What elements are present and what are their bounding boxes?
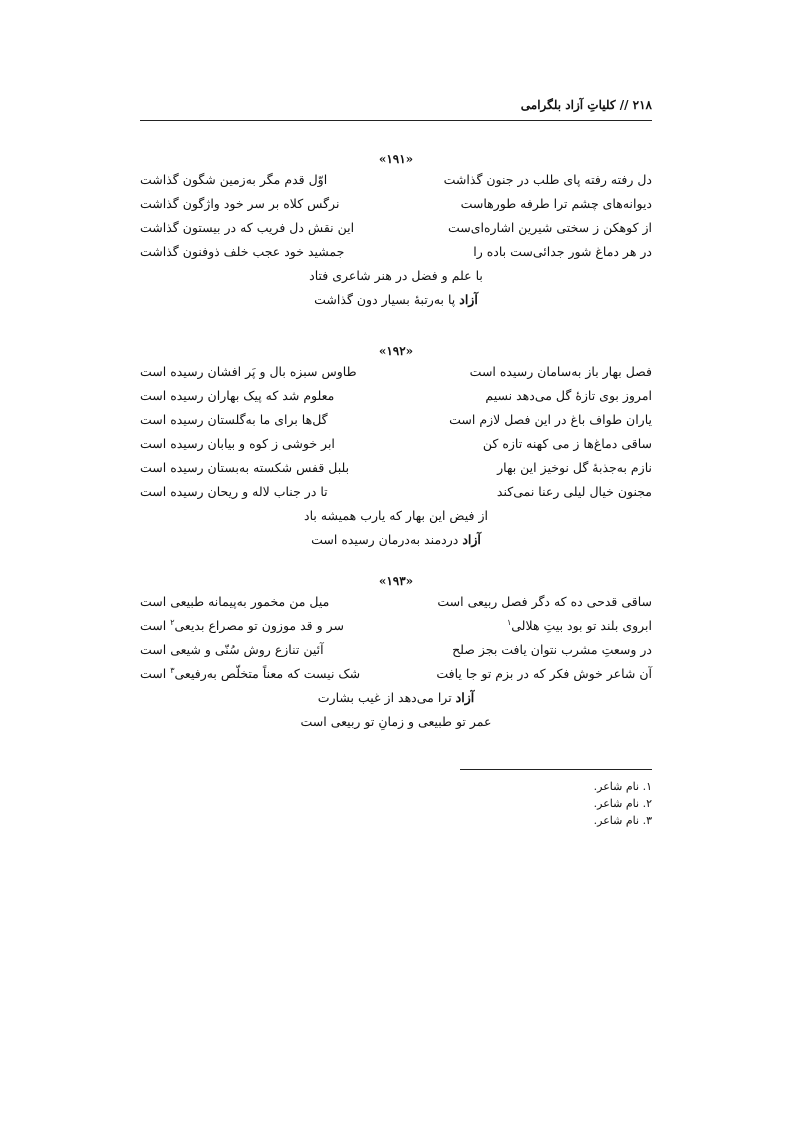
- first-hemistich: فصل بهار باز به‌سامان رسیده است: [469, 364, 652, 379]
- second-hemistich: نرگس کلاه بر سر خود واژگون گذاشت: [140, 196, 340, 211]
- final-couplet-second: عمر تو طبیعی و زمانِ تو ربیعی است: [300, 714, 492, 729]
- first-hemistich: مجنون خیال لیلی رعنا نمی‌کند: [496, 484, 652, 499]
- couplet: [140, 216, 652, 240]
- second-hemistich: بلبل قفس شکسته به‌بستان رسیده است: [140, 460, 350, 475]
- hemistich-text: ابروی بلند تو بود بیتِ هلالی: [511, 618, 652, 633]
- ghazal-title: «۱۹۳»: [378, 574, 414, 588]
- second-hemistich: گل‌ها برای ما به‌گلستان رسیده است: [140, 412, 328, 427]
- poet-name: آزاد: [459, 292, 478, 307]
- first-hemistich: ساقی دماغ‌ها ز می کهنه تازه کن: [482, 436, 652, 451]
- hemistich-text: سر و قد موزون تو مصراع بدیعی: [174, 618, 344, 633]
- second-hemistich: تا در جناب لاله و ریحان رسیده است: [140, 484, 328, 499]
- hemistich-tail: است: [140, 666, 171, 681]
- couplet: [140, 638, 652, 662]
- running-header: ۲۱۸ // کلیاتِ آزاد بلگرامی: [520, 98, 652, 112]
- first-hemistich: در وسعتِ مشرب نتوان یافت بجز صلح: [452, 642, 652, 657]
- couplet: [140, 240, 652, 264]
- final-couplet-first: از فیض این بهار که یارب همیشه باد: [304, 508, 488, 523]
- footnotes: [460, 778, 652, 829]
- first-hemistich: در هر دماغ شور جدائی‌ست باده را: [473, 244, 652, 259]
- couplet: [140, 480, 652, 504]
- final-couplet-second: [140, 288, 652, 312]
- final-text: ترا می‌دهد از غیب بشارت: [317, 690, 452, 705]
- footnote-rule: [460, 769, 652, 770]
- footnote-2: ۲. نام شاعر.: [593, 797, 652, 810]
- second-hemistich: [140, 662, 390, 686]
- first-hemistich: یاران طواف باغ در این فصل لازم است: [449, 412, 652, 427]
- ghazal-191: [140, 150, 652, 312]
- hemistich-tail: است: [140, 618, 171, 633]
- first-hemistich: نازم به‌جذبهٔ گل نوخیز این بهار: [497, 460, 652, 475]
- first-hemistich: امروز بوی تازهٔ گل می‌دهد نسیم: [485, 388, 652, 403]
- second-hemistich: [140, 614, 390, 638]
- footnote-marker[interactable]: ۳: [170, 665, 175, 675]
- couplet: [140, 432, 652, 456]
- second-hemistich: این نقش دل فریب که در بیستون گذاشت: [140, 220, 355, 235]
- second-hemistich: جمشید خود عجب خلف ذوفنون گذاشت: [140, 244, 345, 259]
- second-hemistich: معلوم شد که پیک بهاران رسیده است: [140, 388, 335, 403]
- couplet: [140, 168, 652, 192]
- poet-name: آزاد: [462, 532, 481, 547]
- final-couplet-second: [140, 528, 652, 552]
- poet-name: آزاد: [455, 690, 475, 705]
- final-text: دردمند به‌درمان رسیده است: [311, 532, 459, 547]
- second-hemistich: ابر خوشی ز کوه و بیابان رسیده است: [140, 436, 335, 451]
- second-hemistich: اوّل قدم مگر به‌زمین شگون گذاشت: [140, 172, 328, 187]
- first-hemistich: [402, 614, 652, 638]
- first-hemistich: ساقی قدحی ده که دگر فصل ربیعی است: [437, 594, 652, 609]
- header-rule: [140, 120, 652, 121]
- footnote-marker[interactable]: ۲: [170, 617, 175, 627]
- couplet: [140, 408, 652, 432]
- couplet: [140, 456, 652, 480]
- first-hemistich: آن شاعر خوش فکر که در بزم تو جا یافت: [436, 666, 652, 681]
- footnote-3: ۳. نام شاعر.: [593, 814, 652, 827]
- couplet: [140, 614, 652, 638]
- first-hemistich: دل رفته رفته پای طلب در جنون گذاشت: [443, 172, 652, 187]
- ghazal-title: «۱۹۱»: [378, 152, 414, 166]
- first-hemistich: از کوهکن ز سختی شیرین اشاره‌ای‌ست: [447, 220, 652, 235]
- ghazal-title: «۱۹۲»: [378, 344, 414, 358]
- second-hemistich: میل من مخمور به‌پیمانه طبیعی است: [140, 594, 330, 609]
- ghazal-193: [140, 572, 652, 734]
- final-couplet-first: [140, 686, 652, 710]
- couplet: [140, 360, 652, 384]
- hemistich-text: شک نیست که معناً متخلّص به‌رفیعی: [174, 666, 361, 681]
- final-couplet-first: با علم و فضل در هنر شاعری فتاد: [309, 268, 483, 283]
- second-hemistich: آئین تنازع روش سُنّی و شیعی است: [140, 642, 324, 657]
- couplet: [140, 384, 652, 408]
- couplet: [140, 590, 652, 614]
- couplet: [140, 192, 652, 216]
- first-hemistich: دیوانه‌های چشم ترا طرفه طورهاست: [460, 196, 652, 211]
- footnote-marker[interactable]: ۱: [506, 617, 512, 627]
- couplet: [140, 662, 652, 686]
- second-hemistich: طاوس سبزه بال و پَر افشان رسیده است: [140, 364, 357, 379]
- final-text: پا به‌رتبهٔ بسیار دون گذاشت: [314, 292, 456, 307]
- footnote-1: ۱. نام شاعر.: [593, 780, 652, 793]
- ghazal-192: [140, 342, 652, 552]
